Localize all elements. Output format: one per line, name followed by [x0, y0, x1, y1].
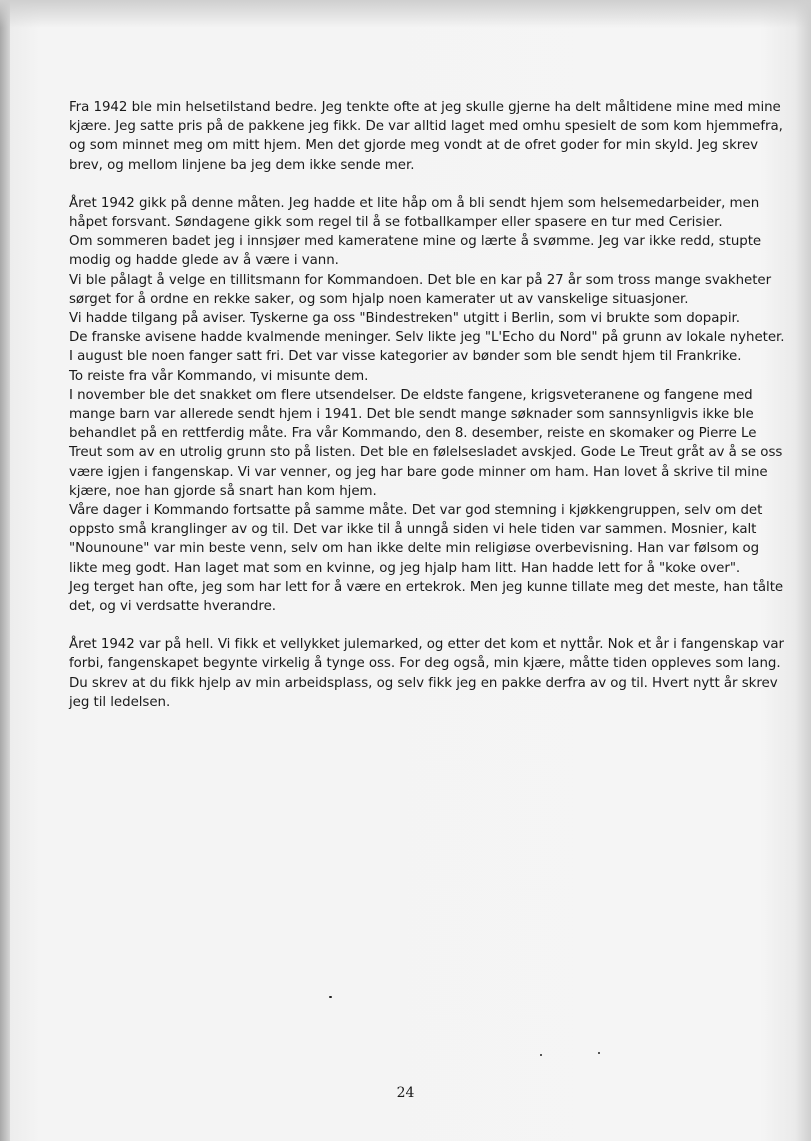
text-line: det, og vi verdsatte hverandre. — [69, 599, 276, 615]
text-line: oppsto små kranglinger av og til. Det var ikke til å unngå siden vi hele tiden var sammen. Mosnier, kalt — [69, 522, 757, 538]
text-line: sørget for å ordne en rekke saker, og som hjalp noen kamerater ut av vanskelige situasjoner. — [69, 291, 689, 307]
text-line: og som minnet meg om mitt hjem. Men det gjorde meg vondt at de ofret goder for min skyld. Jeg skrev — [69, 138, 759, 154]
text-line: De franske avisene hadde kvalmende meninger. Selv likte jeg "L'Echo du Nord" på grunn av lokale nyheter. — [69, 330, 785, 346]
text-line: I august ble noen fanger satt fri. Det var visse kategorier av bønder som ble sendt hjem til Frankrike. — [69, 349, 742, 365]
text-line: være igjen i fangenskap. Vi var venner, og jeg har bare gode minner om ham. Han lovet å skrive til mine — [69, 464, 768, 480]
text-line: Året 1942 var på hell. Vi fikk et vellykket julemarked, og etter det kom et nyttår. Nok et år i fangenskap var — [69, 637, 785, 653]
text-line: likte meg godt. Han laget mat som en kvinne, og jeg hjalp ham litt. Han hadde lett for å "koke over". — [69, 560, 741, 576]
text-line: jeg til ledelsen. — [69, 694, 171, 710]
text-line: håpet forsvant. Søndagene gikk som regel til å se fotballkamper eller spasere en tur med Cerisier. — [69, 215, 723, 231]
text-line: kjære, noe han gjorde så snart han kom hjem. — [69, 483, 377, 499]
text-line: modig og hadde glede av å være i vann. — [69, 253, 339, 269]
text-line: Om sommeren badet jeg i innsjøer med kameratene mine og lærte å svømme. Jeg var ikke redd, stupte — [69, 234, 762, 250]
text-line: kjære. Jeg satte pris på de pakkene jeg fikk. De var alltid laget med omhu spesielt de som kom hjemmefra, — [69, 119, 783, 135]
print-speck — [329, 996, 332, 998]
paragraph-3 — [69, 635, 785, 712]
text-line: Vi hadde tilgang på aviser. Tyskerne ga oss "Bindestreken" utgitt i Berlin, som vi brukte som dopapir. — [69, 311, 740, 327]
page-binding-edge — [0, 0, 10, 1141]
text-line: "Nounoune" var min beste venn, selv om han ikke delte min religiøse overbevisning. Han var følsom og — [69, 541, 760, 557]
text-line: Treut som av en utrolig grunn sto på listen. Det ble en følelsesladet avskjed. Gode Le Treut gråt av å se oss — [69, 445, 783, 461]
text-line: Du skrev at du fikk hjelp av min arbeidsplass, og selv fikk jeg en pakke derfra av og til. Hvert nytt år skrev — [69, 675, 778, 691]
text-line: behandlet på en rettferdig måte. Fra vår Kommando, den 8. desember, reiste en skomaker og Pierre Le — [69, 426, 757, 442]
text-line: mange barn var allerede sendt hjem i 1941. Det ble sendt mange søknader som sannsynligvis ikke ble — [69, 407, 754, 423]
page-top-shadow — [0, 0, 811, 28]
text-line: Våre dager i Kommando fortsatte på samme måte. Det var god stemning i kjøkkengruppen, selv om det — [69, 503, 763, 519]
text-line: I november ble det snakket om flere utsendelser. De eldste fangene, krigsveteranene og fangene med — [69, 387, 753, 403]
print-speck — [598, 1052, 600, 1054]
body-text — [69, 98, 785, 731]
text-line: Året 1942 gikk på denne måten. Jeg hadde et lite håp om å bli sendt hjem som helsemedarbeider, men — [69, 195, 760, 211]
page-number: 24 — [396, 1085, 415, 1101]
paragraph-2 — [69, 194, 785, 616]
text-line: forbi, fangenskapet begynte virkelig å tynge oss. For deg også, min kjære, måtte tiden oppleves som lang. — [69, 656, 781, 672]
paragraph-1 — [69, 98, 781, 175]
text-line: Jeg terget han ofte, jeg som har lett for å være en ertekrok. Men jeg kunne tillate meg det meste, han tålte — [69, 579, 784, 595]
text-line: Fra 1942 ble min helsetilstand bedre. Jeg tenkte ofte at jeg skulle gjerne ha delt måltidene mine med mine — [69, 100, 781, 115]
text-line: To reiste fra vår Kommando, vi misunte dem. — [69, 368, 369, 384]
text-line: Vi ble pålagt å velge en tillitsmann for Kommandoen. Det ble en kar på 27 år som tross mange svakheter — [69, 272, 772, 288]
print-speck — [540, 1054, 542, 1056]
text-line: brev, og mellom linjene ba jeg dem ikke sende mer. — [69, 157, 415, 173]
